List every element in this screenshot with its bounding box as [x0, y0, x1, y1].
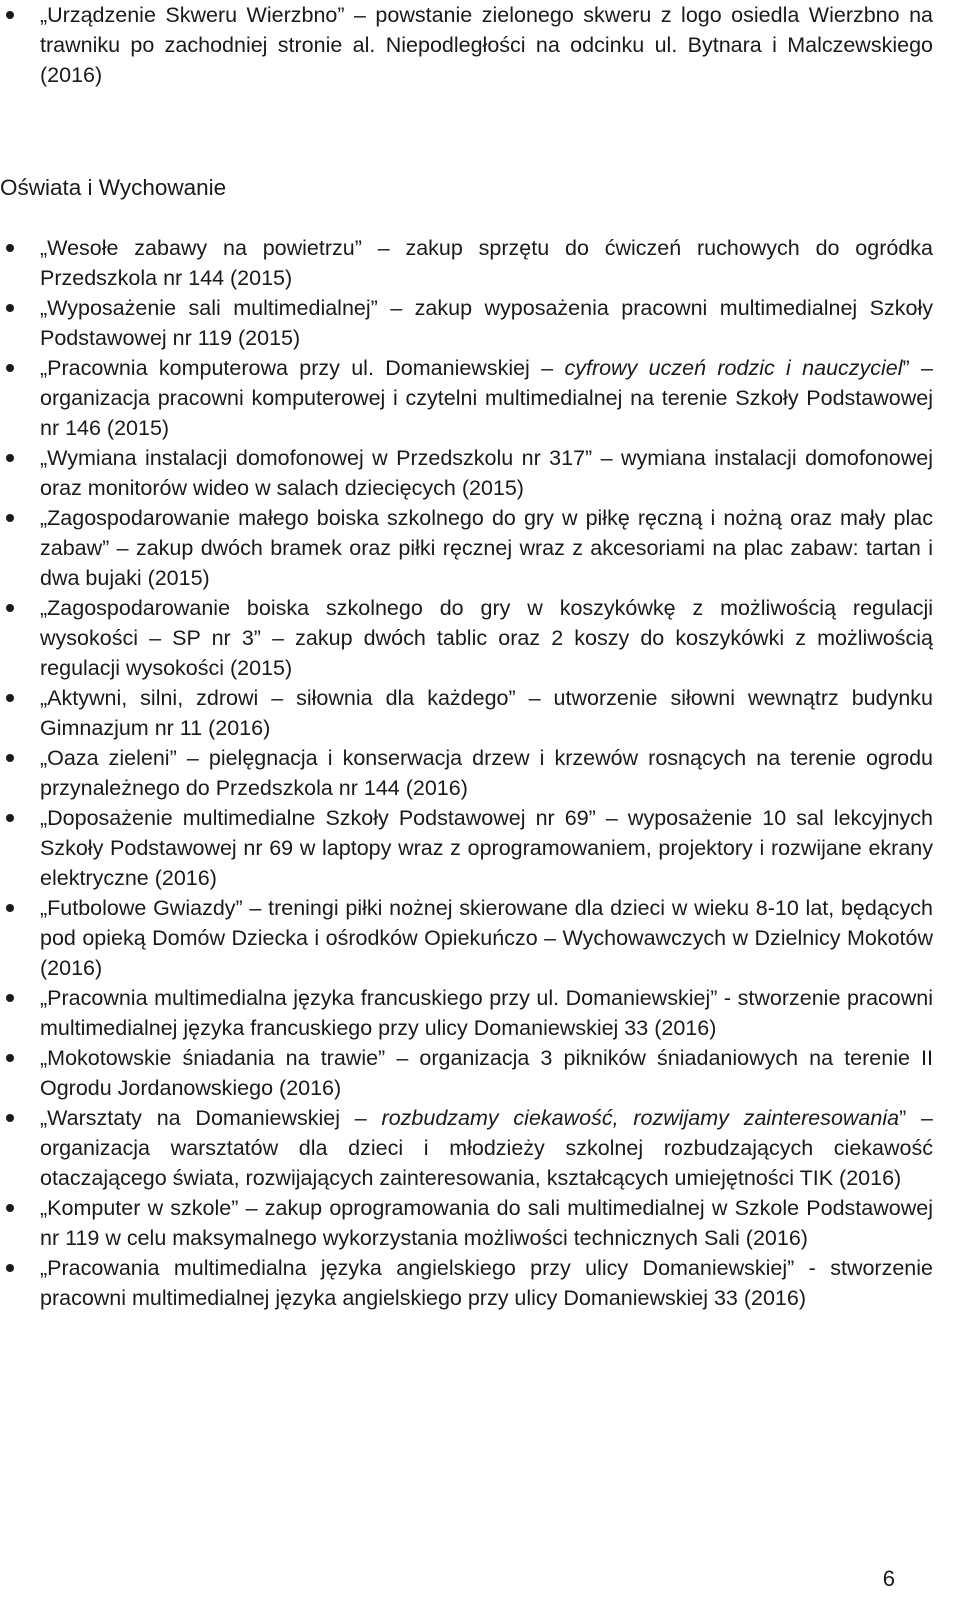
list-item — [0, 1103, 960, 1193]
list-item: „Pracownia multimedialna języka francuskiego przy ul. Domaniewskiej” - stworzenie pracowni multimedialnej języka francuskiego przy ulicy Domaniewskiej 33 (2016) — [0, 983, 960, 1043]
list-item: „Aktywni, silni, zdrowi – siłownia dla każdego” – utworzenie siłowni wewnątrz budynku Gimnazjum nr 11 (2016) — [0, 683, 960, 743]
list-item: „Wesołe zabawy na powietrzu” – zakup sprzętu do ćwiczeń ruchowych do ogródka Przedszkola nr 144 (2015) — [0, 233, 960, 293]
top-list — [0, 0, 960, 90]
item-text-italic: cyfrowy uczeń rodzic i nauczyciel — [564, 356, 903, 380]
page-number: 6 — [882, 1566, 895, 1591]
item-text-italic: rozbudzamy ciekawość, rozwijamy zainteresowania — [381, 1106, 900, 1130]
list-item: „Pracowania multimedialna języka angielskiego przy ulicy Domaniewskiej” - stworzenie pracowni multimedialnej języka angielskiego przy ulicy Domaniewskiej 33 (2016) — [0, 1253, 960, 1313]
section-heading: Oświata i Wychowanie — [0, 175, 227, 200]
list-item: „Futbolowe Gwiazdy” – treningi piłki nożnej skierowane dla dzieci w wieku 8-10 lat, będących pod opieką Domów Dziecka i ośrodków Opiekuńczo – Wychowawczych w Dzielnicy Mokotów (2016) — [0, 893, 960, 983]
list-item — [0, 353, 960, 443]
list-item: „Oaza zieleni” – pielęgnacja i konserwacja drzew i krzewów rosnących na terenie ogrodu przynależnego do Przedszkola nr 144 (2016) — [0, 743, 960, 803]
list-item: „Urządzenie Skweru Wierzbno” – powstanie zielonego skweru z logo osiedla Wierzbno na trawniku po zachodniej stronie al. Niepodległości na odcinku ul. Bytnara i Malczewskiego (2016) — [0, 0, 960, 90]
item-text-pre: „Pracownia komputerowa przy ul. Domaniewskiej – — [40, 356, 565, 380]
list-item: „Wyposażenie sali multimedialnej” – zakup wyposażenia pracowni multimedialnej Szkoły Podstawowej nr 119 (2015) — [0, 293, 960, 353]
item-text-post: ” – organizacja pracowni komputerowej i czytelni multimedialnej na terenie Szkoły Podstawowej nr 146 (2015) — [40, 356, 933, 440]
list-item: „Zagospodarowanie boiska szkolnego do gry w koszykówkę z możliwością regulacji wysokości – SP nr 3” – zakup dwóch tablic oraz 2 koszy do koszykówki z możliwością regulacji wysokości (2015) — [0, 593, 960, 683]
list-item: „Komputer w szkole” – zakup oprogramowania do sali multimedialnej w Szkole Podstawowej nr 119 w celu maksymalnego wykorzystania możliwości technicznych Sali (2016) — [0, 1193, 960, 1253]
list-item: „Mokotowskie śniadania na trawie” – organizacja 3 pikników śniadaniowych na terenie II Ogrodu Jordanowskiego (2016) — [0, 1043, 960, 1103]
list-item: „Wymiana instalacji domofonowej w Przedszkolu nr 317” – wymiana instalacji domofonowej oraz monitorów wideo w salach dziecięcych (2015) — [0, 443, 960, 503]
list-item: „Zagospodarowanie małego boiska szkolnego do gry w piłkę ręczną i nożną oraz mały plac zabaw” – zakup dwóch bramek oraz piłki ręcznej wraz z akcesoriami na plac zabaw: tartan i dwa bujaki (2015) — [0, 503, 960, 593]
list-item: „Doposażenie multimedialne Szkoły Podstawowej nr 69” – wyposażenie 10 sal lekcyjnych Szkoły Podstawowej nr 69 w laptopy wraz z oprogramowaniem, projektory i rozwijane ekrany elektryczne (2016) — [0, 803, 960, 893]
item-text-pre: „Warsztaty na Domaniewskiej – — [40, 1106, 382, 1130]
item-text-post: ” – organizacja warsztatów dla dzieci i młodzieży szkolnej rozbudzających ciekawość otaczającego świata, rozwijających zainteresowania, kształcących umiejętności TIK (2016) — [40, 1106, 933, 1190]
education-list — [0, 233, 960, 1313]
